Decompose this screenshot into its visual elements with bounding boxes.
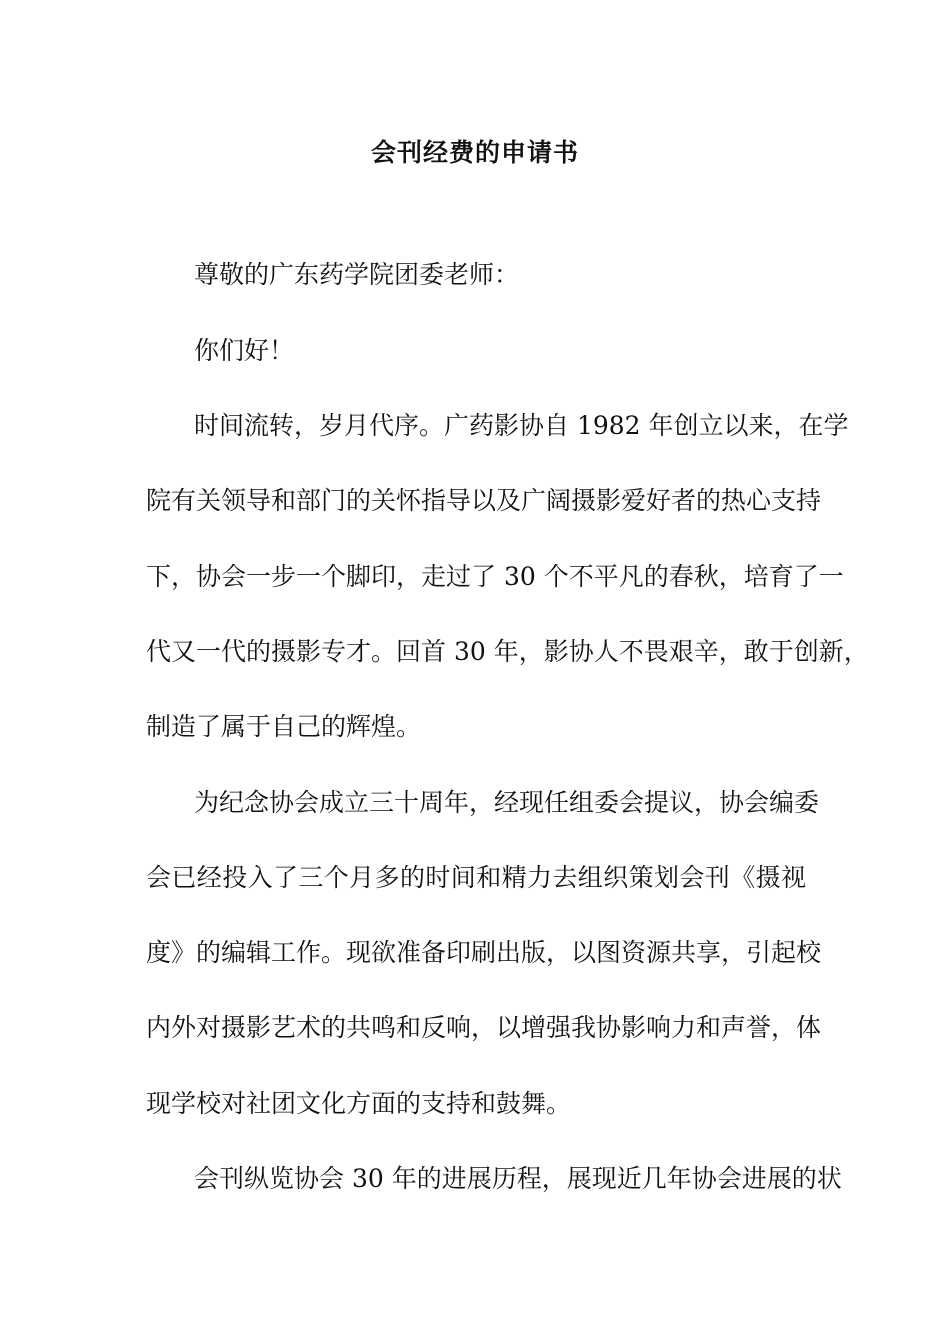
paragraph-2-line-1: 为纪念协会成立三十周年，经现任组委会提议，协会编委 bbox=[194, 788, 820, 817]
paragraph-1-line-2: 院有关领导和部门的关怀指导以及广阔摄影爱好者的热心支持 bbox=[146, 486, 822, 515]
paragraph-1-line-1: 时间流转，岁月代序。广药影协自 1982 年创立以来，在学 bbox=[194, 411, 849, 440]
greeting: 你们好！ bbox=[194, 336, 295, 365]
paragraph-1-line-3: 下，协会一步一个脚印，走过了 30 个不平凡的春秋，培育了一 bbox=[146, 562, 844, 591]
salutation: 尊敬的广东药学院团委老师： bbox=[194, 260, 520, 289]
paragraph-1-line-4: 代又一代的摄影专才。回首 30 年，影协人不畏艰辛，敢于创新， bbox=[146, 637, 869, 666]
paragraph-1-line-5: 制造了属于自己的辉煌。 bbox=[146, 712, 422, 741]
paragraph-2-line-2: 会已经投入了三个月多的时间和精力去组织策划会刊《摄视 bbox=[146, 863, 806, 892]
paragraph-2-line-5: 现学校对社团文化方面的支持和鼓舞。 bbox=[146, 1089, 572, 1118]
document-title: 会刊经费的申请书 bbox=[370, 138, 579, 167]
paragraph-2-line-3: 度》的编辑工作。现欲准备印刷出版，以图资源共享，引起校 bbox=[146, 938, 822, 967]
paragraph-3-line-1: 会刊纵览协会 30 年的进展历程，展现近几年协会进展的状 bbox=[194, 1164, 842, 1193]
paragraph-2-line-4: 内外对摄影艺术的共鸣和反响，以增强我协影响力和声誉，体 bbox=[146, 1013, 822, 1042]
